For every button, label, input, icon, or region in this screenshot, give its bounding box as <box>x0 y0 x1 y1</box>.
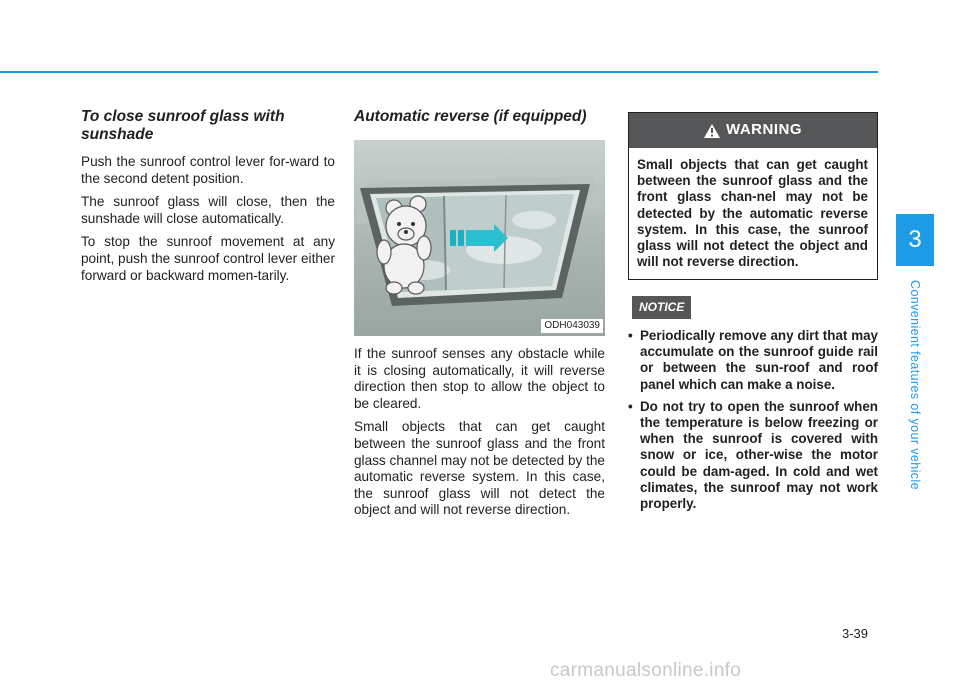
chapter-number: 3 <box>908 226 922 253</box>
warning-header <box>629 113 877 148</box>
chapter-tab <box>896 214 934 266</box>
notice-list <box>628 328 878 512</box>
chapter-title: Convenient features of your vehicle <box>908 280 922 490</box>
left-column <box>81 108 335 291</box>
warning-box <box>628 112 878 280</box>
page-number: 3-39 <box>842 626 869 641</box>
sunroof-illustration <box>354 140 605 336</box>
list-item: • Periodically remove any dirt that may accumulate on the sunroof guide rail or between the sun-roof and roof panel which can make a noise. <box>628 328 878 393</box>
paragraph: Push the sunroof control lever for-ward to the second detent position. <box>81 154 335 186</box>
warning-title: WARNING <box>726 121 802 139</box>
right-column <box>628 112 878 518</box>
figure-code: ODH043039 <box>541 319 603 333</box>
header-rule <box>0 71 878 73</box>
watermark: carmanualsonline.info <box>550 660 742 681</box>
sunroof-obstacle-drawing <box>354 140 605 336</box>
chapter-title-vertical <box>896 270 934 500</box>
section-heading-close-sunroof: To close sunroof glass with sunshade <box>81 108 285 143</box>
middle-column <box>354 108 605 526</box>
paragraph: If the sunroof senses any obstacle while it is closing automatically, it will reverse direction then stop to allow the object to be cleared. <box>354 346 605 411</box>
warning-triangle-icon <box>704 124 720 138</box>
notice-label: NOTICE <box>632 296 691 319</box>
paragraph: The sunroof glass will close, then the sunshade will close automatically. <box>81 194 335 226</box>
paragraph: To stop the sunroof movement at any point, push the sunroof control lever either forward or backward momen-tarily. <box>81 234 335 283</box>
paragraph: Small objects that can get caught between the sunroof glass and the front glass channel may not be detected by the automatic reverse system. In this case, the sunroof glass will not detect the object and will not reverse direction. <box>354 419 605 518</box>
section-heading-automatic-reverse: Automatic reverse (if equipped) <box>354 108 587 125</box>
list-item: • Do not try to open the sunroof when the temperature is below freezing or when the sunroof is covered with snow or ice, other-wise the motor could be dam-aged. In cold and wet climates, the sunroof may not work properly. <box>628 399 878 512</box>
warning-text: Small objects that can get caught between the sunroof glass and the front glass chan-nel may not be detected by the automatic reverse system. In this case, the sunroof glass will not detect the object and will not reverse direction. <box>637 157 868 270</box>
